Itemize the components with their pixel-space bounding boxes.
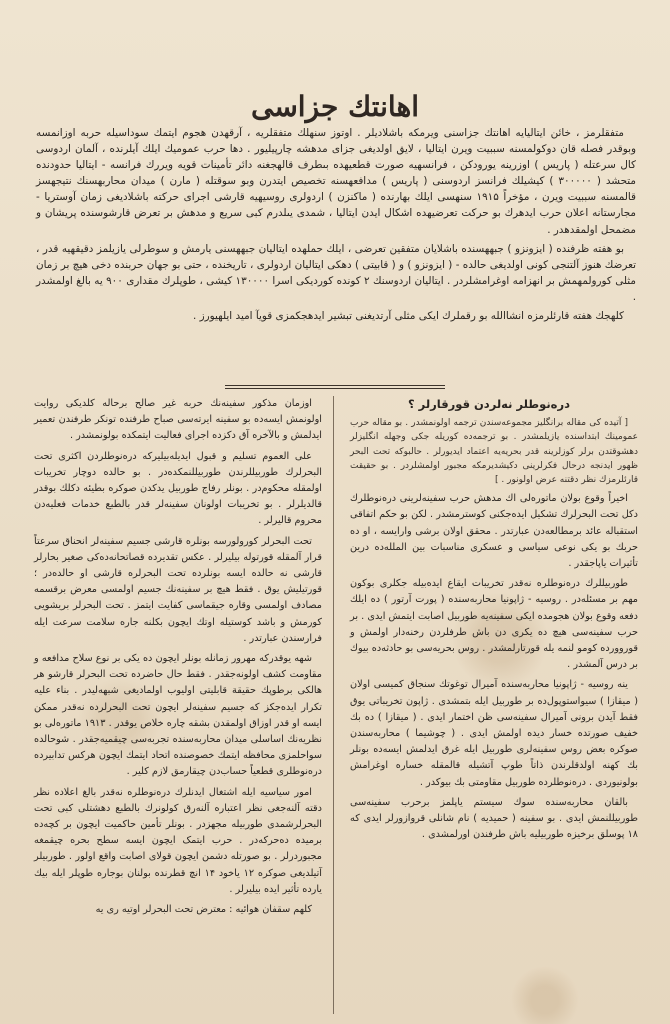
column-paragraph: بالقان محاربه‌سنده سوك سیستم یاپلمز برحرب سفینه‌سی طوربیللنمش ایدی . بو سفینه ( حمیدیه ) نام شانلی قروازورلر ایدی كه ۱۸ پوسلق برخیزه طوربیلیه باش طرفندن اورلمشدی . [350,796,638,841]
column-paragraph: شهه یوقدرکه مهرور زمانله بونلر ایچون ده یکی بر نوع سلاح مدافعه و مقاومت کشف اولونه‌جقدر . فقط حال حاضرده تحت البحرلر قارشو هر هالکی برطوپك حقیقة قابلیتی اولیوب اولمادیغی شبهه‌لیدر . بناء علیه تکرار ایده‌جكز كه جسیم سفینه‌لر ایچون تحت البحرلرده نه‌قدر ممكن ایسه او قدر اوزاق اولمقدن بشقه چاره خلاص یوقدر . ۱۹۱۳ ماتوره‌لی بو نظریه‌نك اساسلی میدان محاربه‌سنده تجربه‌سی چیقمیه‌جقدر . شوحالده سواحلمزی محافظه ایتمك خصوصنده اتحاد ایتمك ایچون هركس تدابیرده دره‌نوطلری قطعیاً حساب‌دن چیقارمق لازم كلیر . [34,653,322,778]
column-paragraph: طوربیللرك دره‌نوطلره نه‌قدر تخریبات ایقاع ایده‌بیله جكلری بوكون مهم بر مسئله‌در . روسیه - ژاپونیا محاربه‌سنده ( پورت آرتور ) ده ایلك دفعه وقوع بولان هجومده ایکی سفینه‌یه طوربیل اصابت ایتمش ایدی . بر حرب سفینه‌سی هیچ ده یکری دن باش طرفلردن رخنه‌دار اولمش و قوروورده كومو لنمه‌ یله قورتارلمشدر . روس بحریه‌سی بو حادثه‌ده بیوك بر درس آلمشدر . [350,578,638,671]
column-paragraph: كلهم سقفان هوائیه : معترض تحت البحرلر اوتیه ری یه [95,904,312,916]
lead-paragraph: كلهجك هفته قارئلرمزه انشاالله بو رقملرك ايكی مثلی آرتديغنی تبشير ايدهجكمزی قويآ اميد ايلهيورز . [193,310,624,323]
column-rule [333,396,334,1014]
column-paragraph: اوزمان مذكور سفینه‌نك حربه غیر صالح برحاله كلدیكی روایت اولونمش ایسه‌ده بو سفینه ایرته‌سی صباح طرفنده تونکر طرفندن تعمیر ایدلمش و بالآخره آق دكزده اجرای فعالیت ایتمکده بولونمشدر . [34,398,322,442]
column-paragraph: تحت البحرلر كورولورسه بونلره قارشی جسیم سفینه‌لر انحناق سرعتاً قرار آلمقله قورتوله بیلیرلر . عكس تقدیرده قصاتحانه‌ده‌كی صغیر بحارلر قارشی نه حالده ایسه بونلرده تحت البحرلره قارشی او حالده‌در ؛ قورتیلیش یوق . فقط هیچ بر سفینه‌نك جسیم‌ اولمسی معرض برقسمه مصادف اولمسی وقاره جیقماسی كفایت ایتمز . تحت البحرلر بریشویی كورمش و باشد كوستیله‌ اوتك ایچون بكلنه جاره سلامت سرعت ایله فرارسندن عبارتدر . [34,535,322,644]
lead-paragraph: بو هفته ظرفنده ( ايزونزو ) جبههسنده باشلايان متفقين تعرضی ، ايلك حملهده ايتاليان جبههسنی يارمش و سوطرلی يازيلمز دقيقهيه قدر ، تعرضك هنوز آلتنجی كونی اولديغی حالده - ( ايزونزو ) و ( قابيتی ) دهكی ايتاليان اردولری ، تاريخنده ، حتی بو جهان حربنده دخی هيچ بر زمان مثلی كورولمهمش بر انهزامه اوغرامشلردر . ايتاليان اردوسنك ۲ كونده كوردیكی اسرا ۱۳۰۰۰۰ كيشی ، طوپلرك مقداری ۹۰۰ يه بالغ اولمشدر . [36,242,636,303]
lead-article [36,125,636,327]
lead-paragraph: متفقلرمز ، خائن ايتاليايه اهانتك جزاسنى ويرمكه باشلاديلر . اوتوز سنهلك متفقلريه ، آرقهدن هجوم ايتمك سوداسيله حربه اوزانمسه وبوقدر فصله قان دوكولمسنه سببيت ويرن ايتاليا ، لايق اولديغى جزای مدهشه چارپيليور . دها حرب عموميك ايلك آيلرنده ، آلمان اردوسی كال سرعتله ( پاريس ) اوزرينه يورودكن ، فرانسهيه صورت قطعيهده بىطرف قالهجغنه دائر تأمينات قويه ويررك فرانسه - ايتاليا حدودنده متحشد ( ۳۰۰۰۰۰ ) كيشيلك فرانسز اردوسنی ( پاريس ) مدافعهسنه تخصيص ايتدرن وبو سوقتله ( مارن ) ميدان محاربهسنك نتيجهسز قالمسنه سببيت ويرن ، مؤخراً ۱۹۱۵ سنهسی ايلك بهارنده ( ماكنزن ) اردولری روسيهيه قارشی اجرای حركته باشلاديغی زمان آوستريا - مجارستانه اعلان حرب ايدهرك بو حركت تعرضيهده اشكال ايدن ايتاليا ، شمدی يىلدرم كبی سريع و مدهش بر تعرض قارشوسنده پريشان و مضمحل اولمقدهدر . [36,127,637,236]
editor-note: [ آتيده كی مقاله برانگلیز مجموعه‌سندن ترجمه اولونمشدر . بو مقاله حرب عمومینك ابتداسنده یازیلمشدر . بو ترجمه‌ده کوریله جکی وجهله انگلیزلر دهشوقتدن برلر كوزلرینه قدر بحریه‌یه اعتماد ایدیورلر . حالبوکه تحت البحر ظهور ایدنجه درحال فکرلرینی دکیشدیرمکه مجبور اولمشلردر . بو حقیقت قارئلرمزك نظر دقتنه عرض اولونور . ] [350,418,638,486]
column-paragraph: امور سیاسیه ایله‌ اشتغال ایدنلرك دره‌نوطلره نه‌قدر بالغ‌ اعلاده نظر دقته آلنه‌جغی نظر اعتباره آلنه‌رق كولونرك بالطبع دهشتلی كبی تحت البحرلرشمدی طوربیله مجهزدر . بونلر تأمین حاکمیت ایچون بر کچه‌ده برمیده ده‌حرکه‌در . حرب ایتمک ایچون ایسه سطح بحره‌ چیقمغه مجبوردرلر . بو صورتله دشمن ایچون قولای اصابت واقع اولور . طوربیلر آتیلدیغی صوکره ۱۲ یاخود ۱۴ انچ قطرنده بولنان بوجاره طوپلر ایله بیك یارده تأثیر ایده بیلیرلر . [34,786,322,895]
column-heading: دره‌نوطلر نه‌لردن قورقارلر ؟ [408,397,570,411]
column-paragraph: اخیراً وقوع بولان ماتوره‌لی اك مدهش حرب سفینه‌لرینی دره‌نوطلرك دكل تحت البحرلرك تشكیل ایده‌جكنی كوسترمشدر . لكن بو حكم اتفاقی استقباله عائد برمطالعه‌دن عبارتدر . محقق اولان برشی وارایسه ، او ده حربك بو یكی نوعی سیاسی و عسكری مناسبات بین الملله‌ده درین تأثیرات یاپاجقدر . [350,493,638,570]
left-column [34,396,322,922]
right-column [350,396,638,847]
article-title: اهانتك جزاسی [251,90,419,123]
column-paragraph: علی العموم تسلیم و قبول ایدیله‌بیلیركه دره‌نوطلردن اكثری تحت البحرلرك طوربیللرندن طوربیللنمکده‌در . بو حالده دوچار تخریبات اولمقله محکوم‌در . بونلر رفاج طوربیل یدكدن صوكره بطیئه دكلك بوقدر قالدیلرلر . بو تخریبات اولونان سفینه‌لر قدر بالطبع خدمات فعلیه‌دن محروم قالیرلر . [34,450,322,527]
section-divider [225,385,445,389]
column-paragraph: ینه روسیه - ژاپونیا محاربه‌سنده آمیرال توغوتك سنجاق كمیسی اولان ( میقازا ) سیواستوپول‌ده بر طوربیل ایله بتمشدی . ژاپون تخریباتی یوق فقط آیدن برونی آمیرال سفینه‌سی ظن اختمار ایدی . ( میقازا ) ده بك خفیف صورتده خسار دیده اولمش ایدی . ( چوشیما ) محاربه‌سندن صوكره بعض روس سفینه‌لری طوربیل ایله غرق ایدلمش ایسه‌ده بونلر بك كهنه اولدقلرندن ذاتاً طوپ آتشیله قالمقله خساره اوغرامش بولونیوردی . دره‌نوطلرده طوربیل مقاومتی بك بیوکدر . [350,679,638,788]
